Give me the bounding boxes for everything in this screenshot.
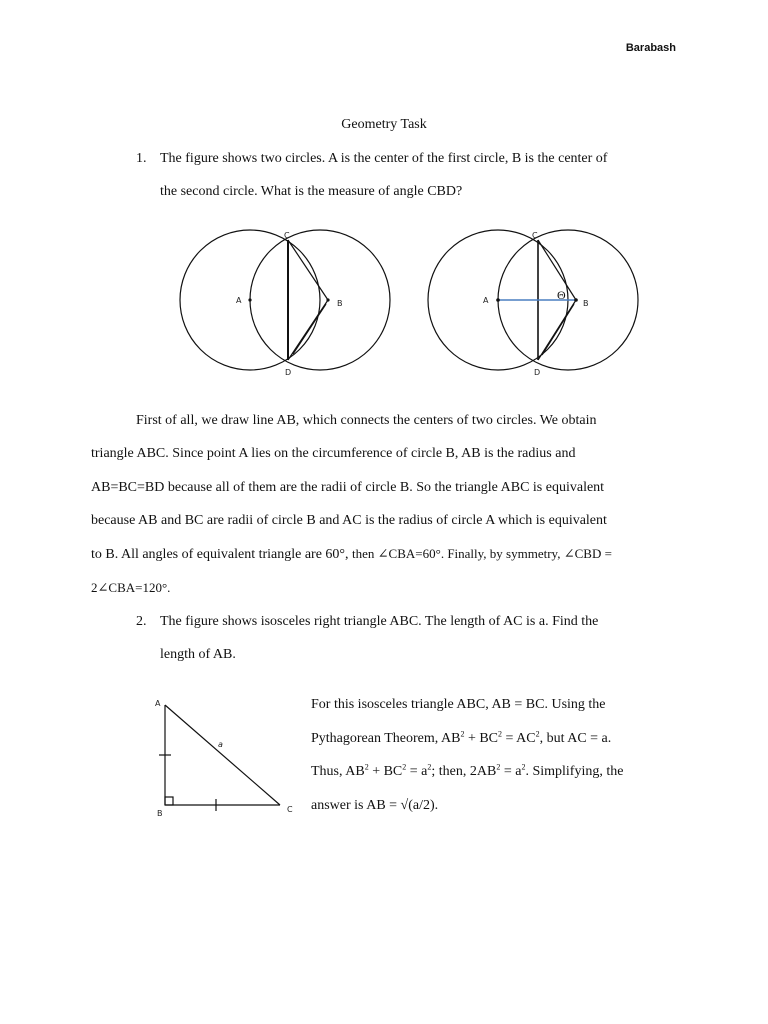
label-c-triangle: C bbox=[287, 805, 293, 814]
circles-diagram-left bbox=[180, 230, 390, 370]
label-a-right: A bbox=[483, 296, 489, 305]
problem-1 bbox=[136, 142, 680, 208]
problem-1-number: 1. bbox=[136, 151, 147, 166]
problem-2 bbox=[136, 605, 680, 671]
problem-2-number: 2. bbox=[136, 614, 147, 629]
right-angle-marker bbox=[165, 797, 173, 805]
explanation-2-line-3: Thus, $AB^2 + BC^2 = a^2$; then, $2AB^2 = a^2$. Simplifying, the bbox=[311, 762, 624, 779]
point-a-left bbox=[248, 298, 251, 301]
label-d-right: D bbox=[534, 368, 541, 377]
point-b-left bbox=[326, 298, 329, 301]
label-b-right: B bbox=[583, 299, 589, 308]
explanation-1 bbox=[91, 404, 681, 605]
two-circles-figure bbox=[170, 228, 650, 380]
point-b-right bbox=[574, 298, 578, 302]
problem-1-line-1: The figure shows two circles. A is the center of the first circle, B is the center of bbox=[160, 151, 608, 166]
segment-db-left-inner bbox=[293, 304, 326, 354]
label-theta: Θ bbox=[557, 288, 566, 302]
side-ac bbox=[165, 705, 280, 805]
explanation-1-line-1: First of all, we draw line AB, which connects the centers of two circles. We obtain bbox=[136, 413, 597, 428]
label-a-left: A bbox=[236, 296, 242, 305]
label-c-left: C bbox=[284, 231, 290, 240]
right-triangle-figure bbox=[150, 695, 300, 820]
explanation-1-line-6: 2∠CBA=120°. bbox=[91, 580, 171, 596]
segment-db-right-inner bbox=[542, 304, 574, 355]
explanation-1-line-5: to B. All angles of equivalent triangle are 60°, then ∠CBA=60°. Finally, by symmetry, ∠CBD = bbox=[91, 546, 612, 563]
point-a-right bbox=[496, 298, 500, 302]
label-b-triangle: B bbox=[157, 809, 163, 818]
problem-2-line-2: length of AB. bbox=[160, 647, 236, 662]
problem-1-line-2: the second circle. What is the measure of angle CBD? bbox=[160, 184, 463, 199]
explanation-2-line-4: answer is AB = √(a/2). bbox=[311, 797, 439, 813]
problem-2-line-1: The figure shows isosceles right triangle ABC. The length of AC is a. Find the bbox=[160, 614, 599, 629]
page-title: Geometry Task bbox=[341, 117, 427, 132]
explanation-2-line-2: Pythagorean Theorem, $AB^2 + BC^2 = AC^2$, but AC = a. bbox=[311, 728, 612, 746]
page-header-author: Barabash bbox=[625, 42, 676, 54]
label-a-hypotenuse: a bbox=[218, 740, 223, 749]
explanation-1-line-4: because AB and BC are radii of circle B and AC is the radius of circle A which is equivalent bbox=[91, 512, 607, 528]
label-d-left: D bbox=[285, 368, 292, 377]
explanation-2 bbox=[311, 688, 691, 822]
explanation-1-line-3: AB=BC=BD because all of them are the radii of circle B. So the triangle ABC is equivalent bbox=[91, 479, 605, 495]
label-c-right: C bbox=[532, 231, 538, 240]
explanation-2-line-1: For this isosceles triangle ABC, AB = BC. Using the bbox=[311, 697, 606, 712]
segment-cb-left bbox=[288, 240, 328, 300]
label-a-triangle: A bbox=[155, 699, 161, 708]
explanation-1-line-2: triangle ABC. Since point A lies on the circumference of circle B, AB is the radius and bbox=[91, 446, 576, 462]
label-b-left: B bbox=[337, 299, 343, 308]
